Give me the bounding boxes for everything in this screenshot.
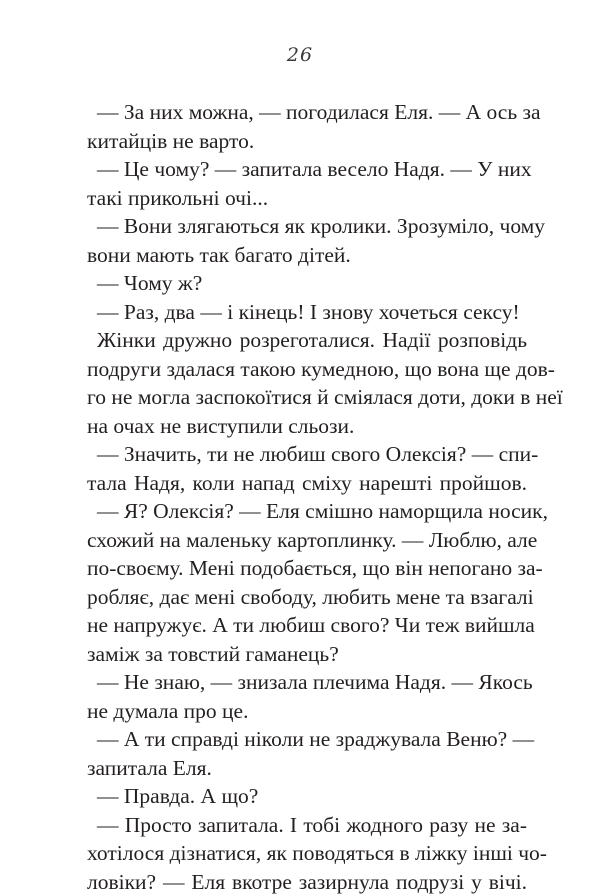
text-line: — Вони злягаються як кролики. Зрозуміло, чому — [87, 212, 527, 241]
text-line: — Я? Олексія? — Еля смішно наморщила носик, — [87, 497, 527, 526]
text-line: — Просто запитала. І тобі жодного разу не за- — [87, 811, 527, 840]
text-line: тала Надя, коли напад сміху нарешті пройшов. — [87, 469, 527, 498]
text-line: китайців не варто. — [87, 127, 527, 156]
text-line: робляє, дає мені свободу, любить мене та взагалі — [87, 583, 527, 612]
page-number: 26 — [0, 44, 600, 66]
text-line: — Це чому? — запитала весело Надя. — У них — [87, 155, 527, 184]
text-line: схожий на маленьку картоплинку. — Люблю, але — [87, 526, 527, 555]
text-line: такі прикольні очі... — [87, 184, 527, 213]
text-line: запитала Еля. — [87, 754, 527, 783]
text-line: вони мають так багато дітей. — [87, 241, 527, 270]
text-line: заміж за товстий гаманець? — [87, 640, 527, 669]
text-line: ловіки? — Еля вкотре зазирнула подрузі у вічі. — [87, 868, 527, 896]
text-line: подруги здалася такою кумедною, що вона ще дов- — [87, 355, 527, 384]
text-line: по-своєму. Мені подобається, що він непогано за- — [87, 554, 527, 583]
text-line: — А ти справді ніколи не зраджувала Веню? — — [87, 725, 527, 754]
text-line: — Правда. А що? — [87, 782, 527, 811]
text-line: на очах не виступили сльози. — [87, 412, 527, 441]
text-line: — Чому ж? — [87, 269, 527, 298]
text-line: не напружує. А ти любиш свого? Чи теж вийшла — [87, 611, 527, 640]
text-line: — Не знаю, — знизала плечима Надя. — Якось — [87, 668, 527, 697]
text-line: го не могла заспокоїтися й сміялася доти, доки в неї — [87, 383, 527, 412]
text-line: — Значить, ти не любиш свого Олексія? — спи- — [87, 440, 527, 469]
text-line: Жінки дружно розреготалися. Надії розповідь — [87, 326, 527, 355]
text-line: не думала про це. — [87, 697, 527, 726]
text-line: — Раз, два — і кінець! І знову хочеться сексу! — [87, 298, 527, 327]
text-line: хотілося дізнатися, як поводяться в ліжку інші чо- — [87, 839, 527, 868]
text-line: — За них можна, — погодилася Еля. — А ось за — [87, 98, 527, 127]
body-text — [87, 98, 527, 896]
